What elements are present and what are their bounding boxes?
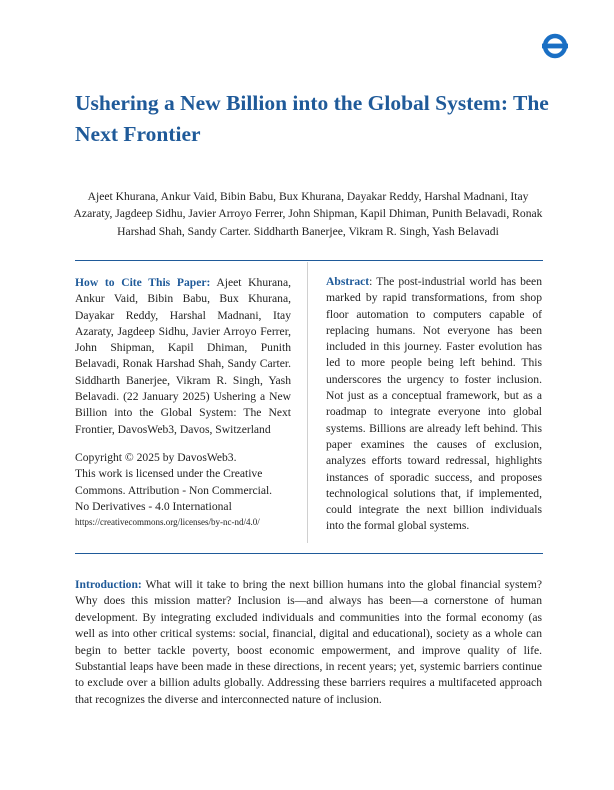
section-divider <box>75 553 543 554</box>
copyright-notice <box>75 450 291 529</box>
license-line: Commons. Attribution - Non Commercial. <box>75 483 273 497</box>
left-column <box>75 275 291 529</box>
introduction-text: What will it take to bring the next billion humans into the global financial system? Why does this mission matter? Inclusion is—and always has been—a cornerstone of human development. By integrating excluded individuals and communities into the formal economy (as well as into other critical systems: social, financial, digital and educational), society as a whole can begin to better tackle poverty, boost economic empowerment, and improve quality of life. Substantial leaps have been made in these directions, in recent years; yet, systemic barriers continue to exclude over a billion adults globally. Addressing these barriers requires a multifaceted approach that recognizes the diverse and interconnected nature of inclusion. <box>75 578 542 706</box>
citation-block <box>75 275 291 438</box>
column-separator <box>307 262 308 543</box>
license-url: https://creativecommons.org/licenses/by-nc-nd/4.0/ <box>75 517 260 528</box>
citation-label: How to Cite This Paper: <box>75 276 211 289</box>
author-list: Ajeet Khurana, Ankur Vaid, Bibin Babu, Bux Khurana, Dayakar Reddy, Harshal Madnani, Itay Azaraty, Jagdeep Sidhu, Javier Arroyo Ferrer, John Shipman, Kapil Dhiman, Punith Belavadi, Ronak Harshad Shah, Sandy Carter. Siddharth Banerjee, Vikram R. Singh, Yash Belavadi <box>73 190 543 238</box>
license-line: This work is licensed under the Creative <box>75 467 263 481</box>
citation-text: Ajeet Khurana, Ankur Vaid, Bibin Babu, Bux Khurana, Dayakar Reddy, Harshal Madnani, Itay Azaraty, Jagdeep Sidhu, Javier Arroyo Ferrer, John Shipman, Kapil Dhiman, Punith Belavadi, Ronak Harshad Shah, Sandy Carter. Siddharth Banerjee, Vikram R. Singh, Yash Belavadi. (22 January 2025) Ushering a New Billion into the Global System: The Next Frontier, DavosWeb3, Davos, Switzerland <box>75 276 291 436</box>
header-divider <box>75 260 543 261</box>
abstract-text: : The post-industrial world has been marked by rapid transformations, from shop floor automation to computers capable of replacing humans. Not everyone has been included in this journey. Faster evolution has led to more people being left behind. This underscores the urgency to foster inclusion. Not just as a conceptual framework, but as a roadmap to integrate everyone into global systems. Billions are already left behind. This paper examines the causes of exclusion, analyzes efforts toward redressal, highlights instances of sporadic success, and proposes technological solutions that, if implemented, could integrate the next billion individuals into the formal global systems. <box>326 275 542 533</box>
paper-title: Ushering a New Billion into the Global System: The Next Frontier <box>75 91 549 146</box>
copyright-line: Copyright © 2025 by DavosWeb3. <box>75 450 237 464</box>
introduction-label: Introduction: <box>75 578 142 591</box>
right-column <box>326 274 542 535</box>
introduction-paragraph <box>75 577 542 708</box>
abstract-label: Abstract <box>326 275 370 288</box>
davosweb3-logo-icon <box>542 33 568 59</box>
license-line: No Derivatives - 4.0 International <box>75 499 232 513</box>
logo-graphic <box>542 33 568 59</box>
abstract-block <box>326 274 542 535</box>
